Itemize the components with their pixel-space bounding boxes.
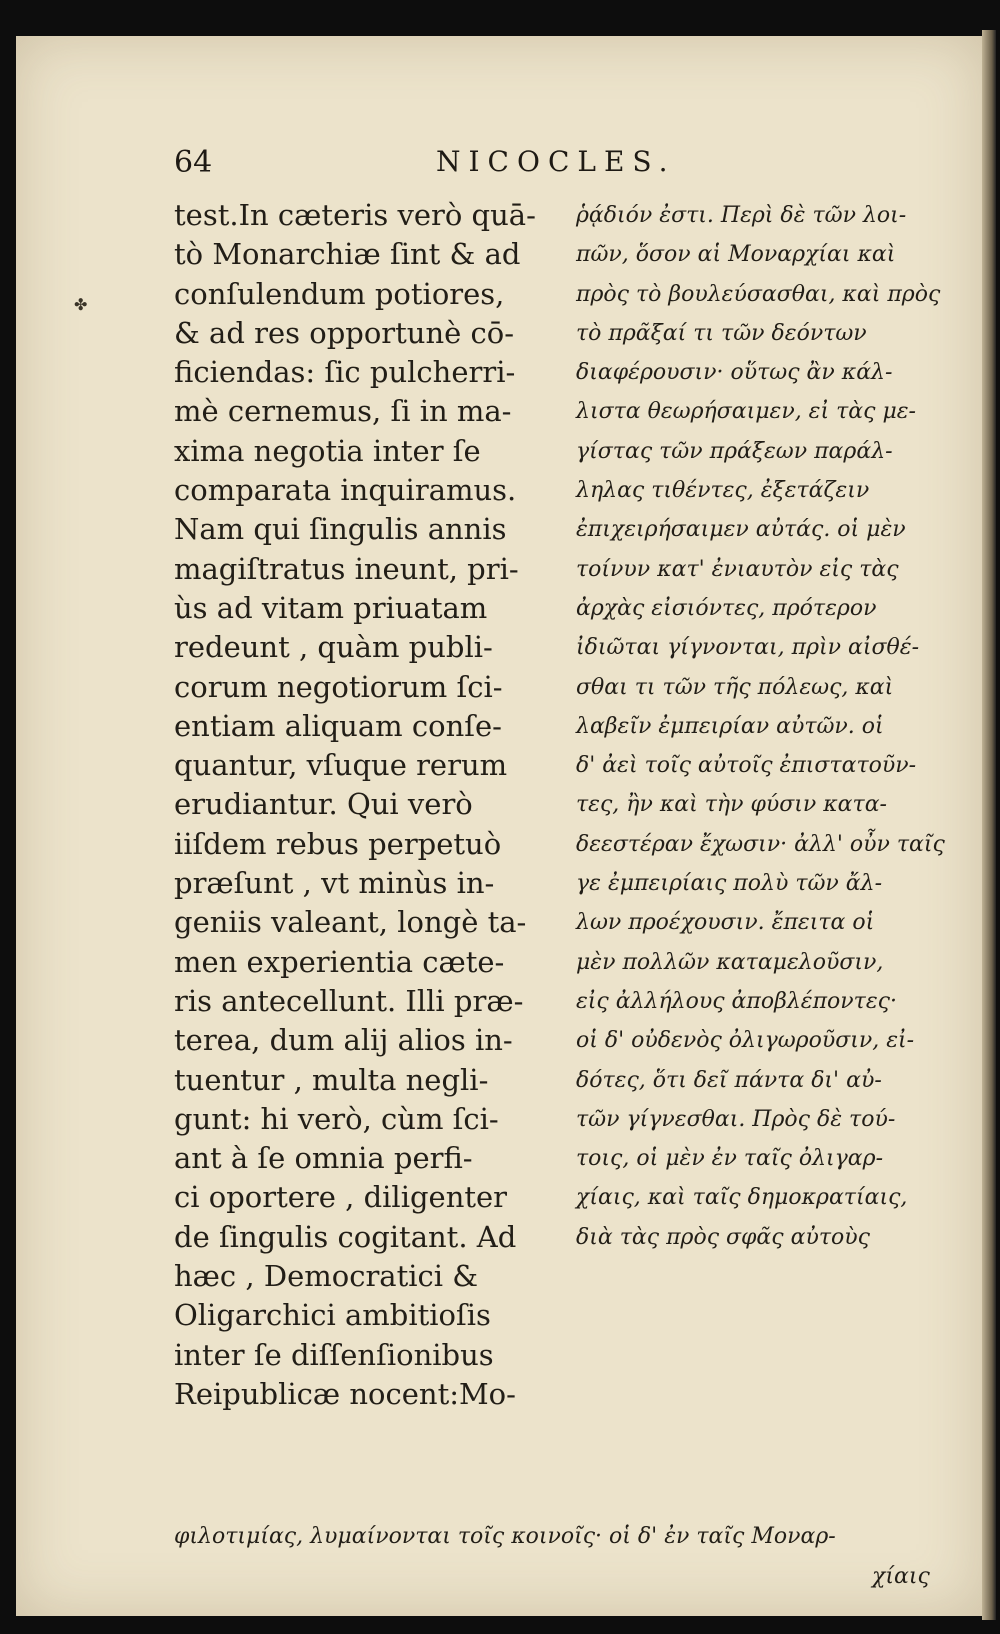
latin-text-line: quantur, vſuque rerum [174, 748, 508, 783]
latin-text-line: corum negotiorum ſci- [174, 669, 503, 704]
running-head: NICOCLES. [436, 145, 676, 178]
greek-text-line: τοις, οἱ μὲν ἐν ταῖς ὀλιγαρ- [576, 1146, 884, 1172]
latin-text-line: magiſtratus ineunt, pri- [174, 551, 519, 586]
greek-text-line: τοίνυν κατ' ἐνιαυτὸν εἰς τὰς [576, 556, 899, 582]
greek-column [576, 196, 966, 1257]
latin-text-line: Oligarchici ambitioſis [174, 1298, 491, 1333]
latin-text-line: iiſdem rebus perpetuò [174, 826, 502, 861]
latin-text-line: entiam aliquam conſe- [174, 708, 502, 743]
greek-text-line: γίστας τῶν πράξεων παράλ- [576, 438, 893, 464]
latin-text-line: men experientia cæte- [174, 944, 505, 979]
greek-text-line: οἱ δ' οὐδενὸς ὀλιγωροῦσιν, εἰ- [576, 1028, 915, 1054]
greek-text-line: ἀρχὰς εἰσιόντες, πρότερον [576, 595, 877, 621]
latin-text-line: præſunt , vt minùs in- [174, 866, 495, 901]
greek-text-line: γε ἐμπειρίαις πολὺ τῶν ἄλ- [576, 871, 883, 897]
latin-text-line: inter ſe diſſenſionibus [174, 1337, 494, 1372]
greek-text-line: εἰς ἀλλήλους ἀποβλέποντες· [576, 988, 897, 1014]
book-page [16, 36, 982, 1616]
latin-text-line: ris antecellunt. Illi præ- [174, 983, 524, 1018]
latin-text-line: mè cernemus, ſi in ma- [174, 394, 512, 429]
greek-text-line: χίαις, καὶ ταῖς δημοκρατίαις, [576, 1185, 908, 1211]
greek-text-line: δότες, ὅτι δεῖ πάντα δι' αὐ- [576, 1067, 882, 1093]
margin-mark: ✤ [74, 295, 88, 314]
latin-text-line: ci oportere , diligenter [174, 1180, 508, 1215]
latin-text-line: xima negotia inter ſe [174, 433, 481, 468]
greek-text-line: ἰδιῶται γίγνονται, πρὶν αἰσθέ- [576, 635, 920, 661]
greek-text-line: λαβεῖν ἐμπειρίαν αὐτῶν. οἱ [576, 713, 884, 739]
greek-text-line: δ' ἀεὶ τοῖς αὐτοῖς ἐπιστατοῦν- [576, 753, 917, 779]
greek-text-line: πῶν, ὅσον αἱ Μοναρχίαι καὶ [576, 242, 896, 268]
greek-text-line: πρὸς τὸ βουλεύσασθαι, καὶ πρὸς [576, 281, 941, 307]
latin-text-line: gunt: hi verò, cùm ſci- [174, 1101, 499, 1136]
greek-text-line: διαφέρουσιν· οὕτως ἂν κάλ- [576, 360, 893, 386]
latin-text-line: Reipublicæ nocent:Mo- [174, 1376, 516, 1411]
page-number: 64 [174, 145, 213, 180]
latin-text-line: comparata inquiramus. [174, 473, 517, 508]
latin-text-line: ùs ad vitam priuatam [174, 590, 488, 625]
latin-text-line: hæc , Democratici & [174, 1259, 479, 1294]
greek-text-line: ἐπιχειρήσαιμεν αὐτάς. οἱ μὲν [576, 517, 906, 543]
latin-text-line: de ſingulis cogitant. Ad [174, 1219, 517, 1254]
latin-text-line: tuentur , multa negli- [174, 1062, 489, 1097]
greek-text-line: δεεστέραν ἔχωσιν· ἀλλ' οὖν ταῖς [576, 831, 945, 857]
latin-text-line: Nam qui ſingulis annis [174, 512, 507, 547]
greek-text-line: τῶν γίγνεσθαι. Πρὸς δὲ τού- [576, 1106, 896, 1132]
greek-text-line: διὰ τὰς πρὸς σφᾶς αὐτοὺς [576, 1224, 870, 1250]
greek-text-line: σθαι τι τῶν τῆς πόλεως, καὶ [576, 674, 894, 700]
latin-text-line: tò Monarchiæ ſint & ad [174, 237, 521, 272]
latin-text-line: ant à ſe omnia perfi- [174, 1141, 473, 1176]
greek-text-line: τὸ πρᾶξαί τι τῶν δεόντων [576, 320, 867, 346]
footer-greek-line: φιλοτιμίας, λυμαίνονται τοῖς κοινοῖς· οἱ δ' ἐν ταῖς Μοναρ- [174, 1524, 836, 1549]
greek-text-line: λων προέχουσιν. ἔπειτα οἱ [576, 910, 875, 936]
latin-text-line: conſulendum potiores, [174, 276, 505, 311]
greek-text-line: λιστα θεωρήσαιμεν, εἰ τὰς με- [576, 399, 916, 425]
greek-text-line: ῥᾴδιόν ἐστι. Περὶ δὲ τῶν λοι- [576, 203, 907, 228]
greek-text-line: μὲν πολλῶν καταμελοῦσιν, [576, 949, 884, 975]
catchword: χίαις [872, 1564, 930, 1589]
greek-text-line: ληλας τιθέντες, ἐξετάζειν [576, 478, 870, 504]
latin-text-line: erudiantur. Qui verò [174, 787, 473, 822]
greek-text-line: τες, ἢν καὶ τὴν φύσιν κατα- [576, 792, 887, 818]
latin-column [174, 196, 560, 1414]
latin-text-line: redeunt , quàm publi- [174, 630, 493, 665]
book-edge [982, 30, 996, 1620]
latin-text-line: test.In cæteris verò quā- [174, 198, 536, 232]
latin-text-line: terea, dum alij alios in- [174, 1023, 513, 1058]
latin-text-line: & ad res opportunè cō- [174, 315, 515, 350]
latin-text-line: ficiendas: ſic pulcherri- [174, 355, 516, 390]
page-header [16, 141, 982, 181]
latin-text-line: geniis valeant, longè ta- [174, 905, 527, 940]
